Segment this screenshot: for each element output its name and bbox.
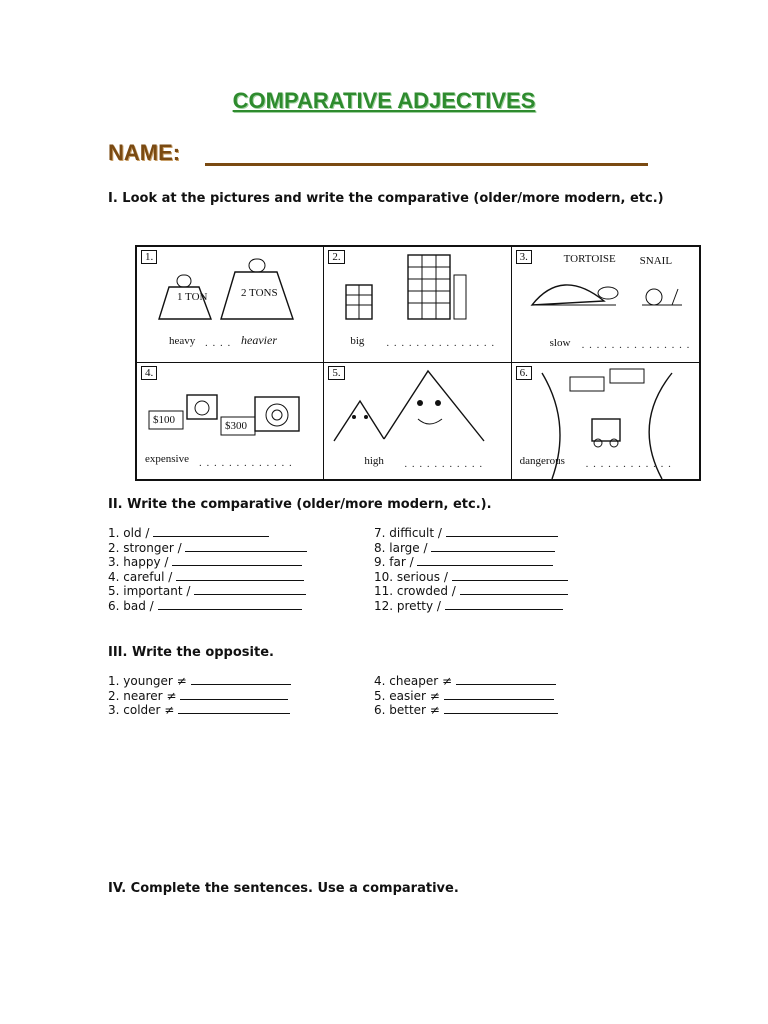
cell-number: 6. [516, 366, 532, 380]
picture-cell-4 [137, 363, 324, 479]
list-item: 6. better ≠ [374, 703, 558, 718]
list-item: 7. difficult / [374, 526, 568, 541]
answer-blank[interactable] [452, 570, 568, 581]
answer-blank[interactable] [460, 584, 568, 595]
name-answer-line[interactable] [205, 163, 648, 166]
answer-dots[interactable]: . . . . . . . . . . . . . . . [581, 339, 691, 351]
list-item: 2. nearer ≠ [108, 689, 291, 704]
section1-instruction: I. Look at the pictures and write the comparative (older/more modern, etc.) [108, 191, 664, 206]
answer-dots[interactable]: . . . . . . . . . . . . . [199, 457, 293, 469]
section2-left-column [108, 526, 307, 614]
list-item: 9. far / [374, 555, 568, 570]
section3-right-column [374, 674, 558, 718]
list-item: 4. careful / [108, 570, 307, 585]
adjective-label: heavy [169, 335, 196, 347]
list-item: 6. bad / [108, 599, 307, 614]
adjective-label: expensive [145, 453, 189, 465]
adjective-label: big [350, 335, 365, 347]
answer-blank[interactable] [444, 689, 554, 700]
section4-instruction: IV. Complete the sentences. Use a comparative. [108, 881, 459, 896]
price-tag-2: $300 [225, 420, 247, 432]
answer-dots: . . . . [205, 337, 232, 349]
list-item: 4. cheaper ≠ [374, 674, 558, 689]
answer-dots[interactable]: . . . . . . . . . . . . . . . [386, 337, 496, 349]
answer-blank[interactable] [444, 703, 558, 714]
answer-blank[interactable] [172, 555, 302, 566]
answer-blank[interactable] [431, 541, 555, 552]
answer-blank[interactable] [153, 526, 269, 537]
adjective-label: high [364, 455, 384, 467]
list-item: 8. large / [374, 541, 568, 556]
answer-blank[interactable] [158, 599, 302, 610]
cell-number: 3. [516, 250, 532, 264]
list-item: 1. old / [108, 526, 307, 541]
tortoise-label: TORTOISE [563, 253, 616, 265]
snail-label: SNAIL [639, 255, 673, 267]
answer-blank[interactable] [446, 526, 558, 537]
adjective-label: dangerous [519, 455, 565, 467]
list-item: 5. important / [108, 584, 307, 599]
list-item: 10. serious / [374, 570, 568, 585]
answer-dots[interactable]: . . . . . . . . . . . . [585, 458, 672, 470]
example-answer: heavier [241, 333, 277, 347]
price-tag-1: $100 [153, 414, 175, 426]
picture-cell-3 [512, 247, 699, 363]
picture-cell-5 [324, 363, 511, 479]
adjective-label: slow [549, 337, 571, 349]
answer-blank[interactable] [185, 541, 307, 552]
answer-blank[interactable] [445, 599, 563, 610]
section2-right-column [374, 526, 568, 614]
section3-left-column [108, 674, 291, 718]
name-label: NAME: [108, 140, 181, 165]
cell-number: 1. [141, 250, 157, 264]
list-item: 11. crowded / [374, 584, 568, 599]
section3-instruction: III. Write the opposite. [108, 645, 274, 660]
picture-cell-6 [512, 363, 699, 479]
picture-cell-1 [137, 247, 324, 363]
list-item: 3. colder ≠ [108, 703, 291, 718]
list-item: 2. stronger / [108, 541, 307, 556]
answer-dots[interactable]: . . . . . . . . . . . [404, 458, 484, 470]
answer-blank[interactable] [180, 689, 288, 700]
cell-number: 4. [141, 366, 157, 380]
answer-blank[interactable] [178, 703, 290, 714]
answer-blank[interactable] [191, 674, 291, 685]
section2-instruction: II. Write the comparative (older/more modern, etc.). [108, 497, 492, 512]
list-item: 1. younger ≠ [108, 674, 291, 689]
weight-2-label: 2 TONS [241, 287, 278, 299]
cell-number: 5. [328, 366, 344, 380]
worksheet-title: COMPARATIVE ADJECTIVES [232, 88, 536, 113]
answer-blank[interactable] [456, 674, 556, 685]
picture-cell-2 [324, 247, 511, 363]
answer-blank[interactable] [417, 555, 553, 566]
list-item: 3. happy / [108, 555, 307, 570]
answer-blank[interactable] [176, 570, 304, 581]
cell-number: 2. [328, 250, 344, 264]
list-item: 12. pretty / [374, 599, 568, 614]
list-item: 5. easier ≠ [374, 689, 558, 704]
weight-1-label: 1 TON [177, 291, 208, 303]
picture-grid [135, 245, 701, 481]
answer-blank[interactable] [194, 584, 306, 595]
